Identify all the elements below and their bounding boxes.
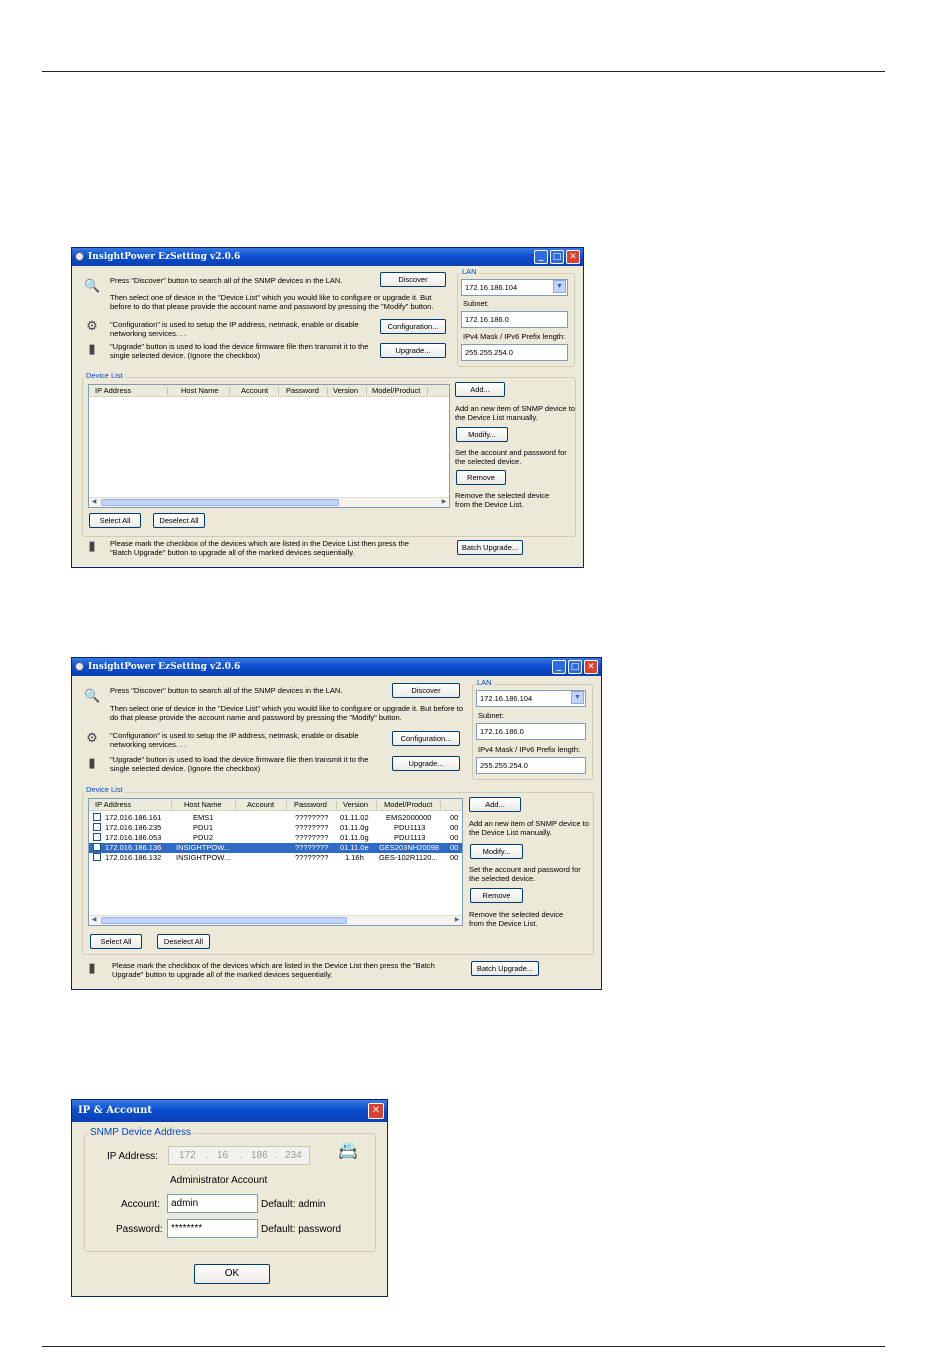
password-field[interactable]: ******** xyxy=(167,1219,258,1238)
table-row[interactable] xyxy=(89,813,462,823)
cell-password: ???????? xyxy=(295,813,329,822)
batch-device-icon: ▮ xyxy=(88,538,96,553)
select-instructions: Then select one of device in the "Device List" which you would like to configure or upgrade it. But before to do that please provide the account name and password by pressing the "Modify" button. xyxy=(110,704,464,722)
cell-password: ???????? xyxy=(295,823,329,832)
remove-description: Remove the selected device from the Device List. xyxy=(469,910,564,928)
close-icon[interactable]: ✕ xyxy=(584,660,598,674)
ip-address-label: IP Address: xyxy=(107,1151,158,1162)
password-label: Password: xyxy=(116,1224,163,1235)
device-list-table[interactable] xyxy=(88,384,450,508)
ip-octet-4: 234 xyxy=(285,1150,302,1161)
add-description: Add an new item of SNMP device to the Device List manually. xyxy=(469,819,589,837)
cell-ip: 172.016.186.132 xyxy=(105,853,162,862)
row-checkbox[interactable] xyxy=(93,843,101,851)
minimize-icon[interactable]: _ xyxy=(552,660,566,674)
batch-instructions: Please mark the checkbox of the devices which are listed in the Device List then press the "Batch Upgrade" button to upgrade all of the marked devices sequentially. xyxy=(110,539,409,557)
column-account[interactable]: Account xyxy=(247,800,275,809)
scroll-right-icon[interactable]: ▶ xyxy=(454,917,460,923)
cell-password: ???????? xyxy=(295,833,329,842)
cell-version: 1.16h xyxy=(345,853,364,862)
gear-icon: ⚙ xyxy=(86,730,98,745)
close-icon[interactable]: ✕ xyxy=(368,1103,384,1119)
table-row-selected[interactable] xyxy=(89,843,462,853)
column-version[interactable]: Version xyxy=(333,386,359,395)
table-row[interactable] xyxy=(89,833,462,843)
cell-host: INSIGHTPOW... xyxy=(176,843,231,852)
column-password[interactable]: Password xyxy=(286,386,319,395)
row-checkbox[interactable] xyxy=(93,833,101,841)
select-all-button[interactable]: Select All xyxy=(89,513,141,528)
cell-version: 01.11.0e xyxy=(340,843,369,852)
ezsetting-window-empty xyxy=(71,247,584,568)
cell-host: EMS1 xyxy=(193,813,214,822)
batch-upgrade-button[interactable]: Batch Upgrade... xyxy=(471,961,539,976)
cell-ip: 172.016.186.053 xyxy=(105,833,162,842)
device-icon: ▮ xyxy=(88,755,96,770)
row-checkbox[interactable] xyxy=(93,823,101,831)
cell-ip: 172.016.186.161 xyxy=(105,813,162,822)
account-field[interactable]: admin xyxy=(167,1194,258,1213)
discover-button[interactable]: Discover xyxy=(392,683,460,698)
cell-extra: 00 xyxy=(450,843,459,852)
ip-octet-1: 172 xyxy=(179,1150,196,1161)
account-label: Account: xyxy=(121,1199,160,1210)
ok-button[interactable]: OK xyxy=(194,1264,270,1284)
account-default-hint: Default: admin xyxy=(261,1199,326,1210)
modify-description: Set the account and password for the selected device. xyxy=(455,448,567,466)
device-list-title: Device List xyxy=(86,371,123,380)
cell-ip: 172.016.186.235 xyxy=(105,823,162,832)
cell-model: PDU1113 xyxy=(394,833,426,842)
scroll-right-icon[interactable]: ▶ xyxy=(441,499,447,505)
cell-host: PDU2 xyxy=(193,833,214,842)
batch-instructions: Please mark the checkbox of the devices which are listed in the Device List then press the "Batch Upgrade" button to upgrade all of the marked devices sequentially. xyxy=(112,961,435,979)
column-password[interactable]: Password xyxy=(294,800,327,809)
column-ip-address[interactable]: IP Address xyxy=(95,800,132,809)
maximize-icon[interactable]: □ xyxy=(568,660,582,674)
cell-password: ???????? xyxy=(295,853,329,862)
ezsetting-window-populated xyxy=(71,657,602,990)
chevron-down-icon[interactable]: ▼ xyxy=(571,691,584,704)
modify-button[interactable]: Modify... xyxy=(470,844,523,859)
cell-host: PDU1 xyxy=(193,823,214,832)
deselect-all-button[interactable]: Deselect All xyxy=(157,934,210,949)
column-host-name[interactable]: Host Name xyxy=(184,800,222,809)
table-header xyxy=(89,385,449,397)
column-model[interactable]: Model/Product xyxy=(384,800,433,809)
table-header xyxy=(89,799,462,811)
password-default-hint: Default: password xyxy=(261,1224,342,1235)
ip-octet-3: 186 xyxy=(251,1150,268,1161)
column-account[interactable]: Account xyxy=(241,386,269,395)
ip-account-dialog xyxy=(71,1099,388,1297)
cell-model: GES-102R1120... xyxy=(379,853,438,862)
remove-button[interactable]: Remove xyxy=(456,470,506,485)
ip-octet-2: 16 xyxy=(217,1150,229,1161)
scroll-left-icon[interactable]: ◀ xyxy=(91,917,97,923)
scroll-thumb[interactable] xyxy=(101,917,347,924)
cell-ip: 172.016.186.136 xyxy=(105,843,162,852)
batch-upgrade-button[interactable]: Batch Upgrade... xyxy=(457,540,523,555)
title-bar xyxy=(72,658,601,676)
discover-instructions: Press "Discover" button to search all of the SNMP devices in the LAN. xyxy=(110,686,343,695)
upgrade-button[interactable]: Upgrade... xyxy=(380,343,446,358)
row-checkbox[interactable] xyxy=(93,813,101,821)
configuration-button[interactable]: Configuration... xyxy=(380,319,446,334)
minimize-icon[interactable]: _ xyxy=(534,250,548,264)
lan-select[interactable]: 172.16.186.104 xyxy=(461,279,568,296)
magnifier-icon: 🔍 xyxy=(84,278,101,293)
configuration-instructions: "Configuration" is used to setup the IP address, netmask, enable or disable networking services. . . xyxy=(110,320,359,338)
subnet-field[interactable]: 172.16.186.0 xyxy=(476,723,586,740)
mask-field[interactable]: 255.255.254.0 xyxy=(476,757,586,774)
cell-version: 01.11.02 xyxy=(340,813,369,822)
add-button[interactable]: Add... xyxy=(469,797,521,812)
configuration-instructions: "Configuration" is used to setup the IP address, netmask, enable or disable networking services. . . xyxy=(110,731,359,749)
table-row[interactable] xyxy=(89,823,462,833)
cell-version: 01.11.0g xyxy=(340,823,369,832)
discover-instructions: Press "Discover" button to search all of the SNMP devices in the LAN. xyxy=(110,276,343,285)
upgrade-instructions: "Upgrade" button is used to load the device firmware file then transmit it to the single selected device. (Ignore the checkbox) xyxy=(110,342,369,360)
deselect-all-button[interactable]: Deselect All xyxy=(153,513,205,528)
remove-button[interactable]: Remove xyxy=(470,888,523,903)
admin-account-heading: Administrator Account xyxy=(170,1175,268,1186)
column-version[interactable]: Version xyxy=(343,800,369,809)
row-checkbox[interactable] xyxy=(93,853,101,861)
remove-description: Remove the selected device from the Device List. xyxy=(455,491,550,509)
configuration-button[interactable]: Configuration... xyxy=(392,731,460,746)
mask-field[interactable]: 255.255.254.0 xyxy=(461,344,568,361)
ip-address-field: 172 . 16 . 186 . 234 xyxy=(168,1146,310,1165)
window-title: InsightPower EzSetting v2.0.6 xyxy=(88,662,241,672)
horizontal-scrollbar[interactable] xyxy=(89,915,462,925)
subnet-field[interactable]: 172.16.186.0 xyxy=(461,311,568,328)
lan-group-title: LAN xyxy=(462,267,477,276)
cell-version: 01.11.0g xyxy=(340,833,369,842)
app-icon xyxy=(75,662,84,671)
horizontal-scrollbar[interactable] xyxy=(89,497,449,507)
cell-extra: 00 xyxy=(450,823,459,832)
subnet-label: Subnet: xyxy=(463,299,489,308)
subnet-label: Subnet: xyxy=(478,711,504,720)
dialog-title: IP & Account xyxy=(78,1105,152,1116)
select-instructions: Then select one of device in the "Device List" which you would like to configure or upgrade it. But before to do that please provide the account name and password by pressing the "Modify" button. xyxy=(110,293,434,311)
close-icon[interactable]: ✕ xyxy=(566,250,580,264)
cell-model: EMS2000000 xyxy=(386,813,432,822)
scroll-left-icon[interactable]: ◀ xyxy=(91,499,97,505)
cell-model: GES203NH20098 xyxy=(379,843,440,852)
lan-select[interactable]: 172.16.186.104 xyxy=(476,690,586,707)
cell-host: INSIGHTPOW... xyxy=(176,853,231,862)
cell-extra: 00 xyxy=(450,813,459,822)
scroll-thumb[interactable] xyxy=(101,499,339,506)
select-all-button[interactable]: Select All xyxy=(90,934,142,949)
table-row[interactable] xyxy=(89,853,462,863)
device-icon: ▮ xyxy=(88,341,96,356)
mask-label: IPv4 Mask / IPv6 Prefix length: xyxy=(463,332,566,341)
lan-group-title: LAN xyxy=(477,678,492,687)
magnifier-icon: 🔍 xyxy=(84,688,101,703)
device-list-title: Device List xyxy=(86,785,123,794)
upgrade-button[interactable]: Upgrade... xyxy=(392,756,460,771)
snmp-group-title: SNMP Device Address xyxy=(90,1127,191,1138)
cell-model: PDU1113 xyxy=(394,823,426,832)
cell-extra: 00 xyxy=(450,853,459,862)
page-bottom-rule xyxy=(42,1346,885,1347)
mask-label: IPv4 Mask / IPv6 Prefix length: xyxy=(478,745,581,754)
gear-icon: ⚙ xyxy=(86,318,98,333)
window-title: InsightPower EzSetting v2.0.6 xyxy=(88,252,241,262)
page-top-rule xyxy=(42,71,885,72)
app-icon xyxy=(75,252,84,261)
upgrade-instructions: "Upgrade" button is used to load the device firmware file then transmit it to the single selected device. (Ignore the checkbox) xyxy=(110,755,369,773)
maximize-icon[interactable]: □ xyxy=(550,250,564,264)
device-list-table[interactable] xyxy=(88,798,463,926)
title-bar xyxy=(72,248,583,266)
modify-description: Set the account and password for the selected device. xyxy=(469,865,581,883)
add-description: Add an new item of SNMP device to the Device List manually. xyxy=(455,404,575,422)
cell-password: ???????? xyxy=(295,843,329,852)
address-book-icon[interactable]: 📇 xyxy=(338,1143,358,1160)
batch-device-icon: ▮ xyxy=(88,960,96,975)
title-bar xyxy=(72,1100,387,1122)
discover-button[interactable]: Discover xyxy=(380,272,446,287)
add-button[interactable]: Add... xyxy=(455,382,505,397)
column-model[interactable]: Model/Product xyxy=(372,386,421,395)
column-host-name[interactable]: Host Name xyxy=(181,386,219,395)
column-ip-address[interactable]: IP Address xyxy=(95,386,132,395)
modify-button[interactable]: Modify... xyxy=(456,427,508,442)
cell-extra: 00 xyxy=(450,833,459,842)
chevron-down-icon[interactable]: ▼ xyxy=(553,280,566,293)
